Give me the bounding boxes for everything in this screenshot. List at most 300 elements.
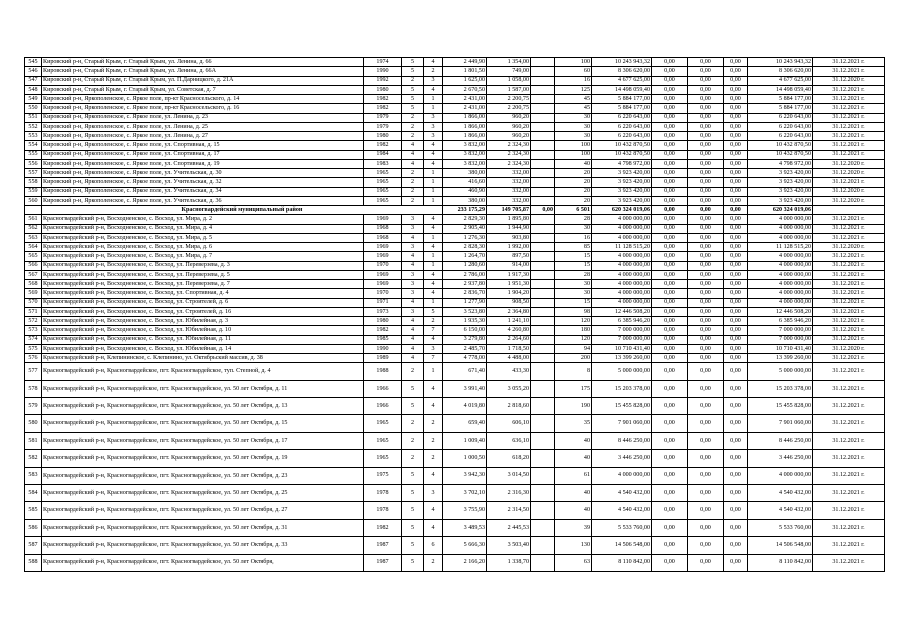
cell-fund-2: 0,00: [688, 450, 724, 467]
cell-row-number: 569: [25, 289, 42, 298]
cell-year-built: 1987: [364, 537, 402, 554]
cell-living-area: 332,00: [487, 196, 531, 205]
cell-row-number: 570: [25, 298, 42, 307]
cell-deadline: 31.12.2021 г.: [813, 326, 885, 335]
cell-deadline: 31.12.2021 г.: [813, 233, 885, 242]
cell-deadline: 31.12.2021 г.: [813, 224, 885, 233]
cell-residents: 16: [555, 76, 592, 85]
cell-cost: 11 128 515,20: [592, 243, 652, 252]
cell-floors: 3: [402, 270, 424, 279]
cell-total-area: 2 670,50: [443, 85, 487, 94]
cell-owners-funds: 14 498 059,40: [748, 85, 813, 94]
cell-entrances: 1: [424, 298, 443, 307]
cell-entrances: 1: [424, 95, 443, 104]
cell-fund-3: 0,00: [724, 554, 748, 571]
cell-total-area: 4 019,80: [443, 398, 487, 415]
cell-fund-2: 0,00: [688, 467, 724, 484]
cell-living-area: 1 241,10: [487, 317, 531, 326]
cell-total-area: 3 991,40: [443, 380, 487, 397]
cell-entrances: 3: [424, 132, 443, 141]
cell-residents: 63: [555, 554, 592, 571]
table-row: [25, 122, 885, 131]
cell-owners-funds: 4 000 000,00: [748, 270, 813, 279]
cell-cost: 5 884 177,00: [592, 104, 652, 113]
cell-year-built: 1974: [364, 58, 402, 67]
cell-fund-1: 0,00: [652, 122, 688, 131]
cell-cost: 3 923 420,00: [592, 196, 652, 205]
cell-fund-1: 0,00: [652, 280, 688, 289]
cell-address: Кировский р-н, Яркополенское, с. Яркое поле, ул. Ленина, д. 27: [42, 132, 364, 141]
cell-cost: 4 000 000,00: [592, 233, 652, 242]
cell-year-built: 1985: [364, 335, 402, 344]
cell-year-built: 1990: [364, 67, 402, 76]
cell-fund-3: 0,00: [724, 363, 748, 380]
cell-entrances: 3: [424, 122, 443, 131]
cell-nonliving-area: [531, 270, 555, 279]
cell-fund-3: 0,00: [724, 519, 748, 536]
cell-total-area: 3 832,00: [443, 159, 487, 168]
cell-fund-3: 0,00: [724, 159, 748, 168]
cell-total-area: 6 150,00: [443, 326, 487, 335]
cell-fund-3: 0,00: [724, 76, 748, 85]
cell-residents: 85: [555, 243, 592, 252]
cell-fund-3: 0,00: [724, 317, 748, 326]
cell-fund-2: 0,00: [688, 113, 724, 122]
cell-address: Красногвардейский р-н, Красногвардейское, пгт. Красногвардейское, ул. 50 лет Октября, д. 17: [42, 432, 364, 449]
cell-entrances: 4: [424, 215, 443, 224]
cell-deadline: 31.12.2021 г.: [813, 502, 885, 519]
cell-deadline: 31.12.2021 г.: [813, 85, 885, 94]
table-row: [25, 169, 885, 178]
cell-total-area: 2 431,00: [443, 95, 487, 104]
cell-total-area: 2 786,00: [443, 270, 487, 279]
cell-living-area: 1 895,80: [487, 215, 531, 224]
cell-total-area: 671,40: [443, 363, 487, 380]
cell-fund-3: 0,00: [724, 58, 748, 67]
cell-residents: 15: [555, 298, 592, 307]
subtotal-fund-1: 0,00: [652, 206, 688, 215]
cell-living-area: 1 944,90: [487, 224, 531, 233]
cell-cost: 4 540 432,00: [592, 484, 652, 501]
table-row: [25, 280, 885, 289]
cell-residents: 30: [555, 224, 592, 233]
cell-nonliving-area: [531, 537, 555, 554]
cell-year-built: 1969: [364, 215, 402, 224]
cell-deadline: 31.12.2021 г.: [813, 450, 885, 467]
cell-row-number: 563: [25, 233, 42, 242]
cell-nonliving-area: [531, 150, 555, 159]
cell-address: Красногвардейский р-н, Красногвардейское, пгт. Красногвардейское, ул. 50 лет Октября, д. 27: [42, 502, 364, 519]
cell-fund-1: 0,00: [652, 484, 688, 501]
cell-cost: 13 399 260,00: [592, 354, 652, 363]
cell-row-number: 564: [25, 243, 42, 252]
cell-address: Кировский р-н, Яркополенское, с. Яркое поле, пр-кт Красносельского, д. 14: [42, 95, 364, 104]
cell-living-area: 2 314,50: [487, 502, 531, 519]
subtotal-section: [25, 206, 885, 215]
cell-entrances: 4: [424, 270, 443, 279]
cell-entrances: 2: [424, 415, 443, 432]
cell-address: Кировский р-н, Яркополенское, с. Яркое поле, ул. Спортивная, д. 19: [42, 159, 364, 168]
cell-year-built: 1973: [364, 307, 402, 316]
cell-year-built: 1965: [364, 169, 402, 178]
cell-floors: 2: [402, 169, 424, 178]
cell-deadline: 31.12.2021 г.: [813, 317, 885, 326]
cell-row-number: 554: [25, 141, 42, 150]
table-row: [25, 432, 885, 449]
cell-fund-1: 0,00: [652, 252, 688, 261]
cell-living-area: 908,50: [487, 298, 531, 307]
cell-floors: 5: [402, 85, 424, 94]
cell-fund-2: 0,00: [688, 224, 724, 233]
cell-owners-funds: 7 000 000,00: [748, 326, 813, 335]
cell-row-number: 546: [25, 67, 42, 76]
cell-floors: 2: [402, 178, 424, 187]
cell-cost: 12 446 508,20: [592, 307, 652, 316]
cell-residents: 30: [555, 280, 592, 289]
cell-total-area: 1 866,00: [443, 113, 487, 122]
cell-owners-funds: 6 220 643,00: [748, 132, 813, 141]
cell-total-area: 1 625,00: [443, 76, 487, 85]
table-row: [25, 187, 885, 196]
cell-entrances: 2: [424, 450, 443, 467]
cell-cost: 8 306 620,00: [592, 67, 652, 76]
cell-row-number: 577: [25, 363, 42, 380]
table-row: [25, 415, 885, 432]
cell-address: Красногвардейский р-н, Восходненское, с. Восход, ул. Юбилейная, д. 3: [42, 317, 364, 326]
cell-entrances: 4: [424, 224, 443, 233]
cell-entrances: 1: [424, 261, 443, 270]
table-row: [25, 354, 885, 363]
cell-floors: 2: [402, 187, 424, 196]
cell-fund-1: 0,00: [652, 307, 688, 316]
cell-nonliving-area: [531, 317, 555, 326]
cell-fund-3: 0,00: [724, 178, 748, 187]
cell-fund-3: 0,00: [724, 122, 748, 131]
cell-living-area: 3 503,40: [487, 537, 531, 554]
cell-fund-1: 0,00: [652, 178, 688, 187]
cell-row-number: 567: [25, 270, 42, 279]
table-row: [25, 450, 885, 467]
cell-year-built: 1969: [364, 270, 402, 279]
cell-total-area: 1 280,60: [443, 261, 487, 270]
cell-entrances: 2: [424, 432, 443, 449]
cell-floors: 5: [402, 104, 424, 113]
cell-row-number: 575: [25, 344, 42, 353]
cell-fund-3: 0,00: [724, 85, 748, 94]
cell-address: Красногвардейский р-н, Восходненское, с. Восход, ул. Мира, д. 2: [42, 215, 364, 224]
cell-deadline: 31.12.2020 г.: [813, 243, 885, 252]
cell-address: Красногвардейский р-н, Восходненское, с. Восход, ул. Переверзева, д. 7: [42, 280, 364, 289]
cell-living-area: 2 324,30: [487, 141, 531, 150]
cell-floors: 2: [402, 76, 424, 85]
cell-living-area: 2 445,53: [487, 519, 531, 536]
cell-fund-2: 0,00: [688, 398, 724, 415]
table-row: [25, 298, 885, 307]
cell-fund-2: 0,00: [688, 196, 724, 205]
cell-year-built: 1968: [364, 224, 402, 233]
cell-fund-2: 0,00: [688, 380, 724, 397]
cell-year-built: 1983: [364, 159, 402, 168]
cell-floors: 2: [402, 432, 424, 449]
cell-address: Кировский р-н, Старый Крым, г. Старый Крым, ул. Ленина, д. 66: [42, 58, 364, 67]
cell-row-number: 572: [25, 317, 42, 326]
cell-fund-3: 0,00: [724, 398, 748, 415]
table-row: [25, 519, 885, 536]
cell-year-built: 1980: [364, 132, 402, 141]
cell-total-area: 3 755,90: [443, 502, 487, 519]
cell-floors: 5: [402, 67, 424, 76]
cell-deadline: 31.12.2021 г.: [813, 398, 885, 415]
cell-year-built: 1982: [364, 104, 402, 113]
cell-residents: 180: [555, 326, 592, 335]
cell-owners-funds: 3 923 420,00: [748, 169, 813, 178]
cell-fund-2: 0,00: [688, 519, 724, 536]
table-row: [25, 113, 885, 122]
cell-cost: 7 901 060,00: [592, 415, 652, 432]
cell-living-area: 2 364,80: [487, 307, 531, 316]
table-row: [25, 270, 885, 279]
cell-deadline: 31.12.2021 г.: [813, 95, 885, 104]
table-body-section-1: [25, 58, 885, 206]
table-row: [25, 141, 885, 150]
cell-nonliving-area: [531, 169, 555, 178]
cell-nonliving-area: [531, 363, 555, 380]
cell-fund-3: 0,00: [724, 415, 748, 432]
cell-deadline: 31.12.2021 г.: [813, 467, 885, 484]
cell-cost: 8 110 842,00: [592, 554, 652, 571]
cell-fund-2: 0,00: [688, 335, 724, 344]
cell-row-number: 583: [25, 467, 42, 484]
cell-nonliving-area: [531, 280, 555, 289]
cell-address: Красногвардейский р-н, Красногвардейское, пгт. Красногвардейское, ул. 50 лет Октября, д. 15: [42, 415, 364, 432]
cell-nonliving-area: [531, 554, 555, 571]
cell-cost: 4 798 972,00: [592, 159, 652, 168]
cell-year-built: 1988: [364, 363, 402, 380]
cell-owners-funds: 4 000 000,00: [748, 261, 813, 270]
cell-entrances: 4: [424, 280, 443, 289]
cell-floors: 3: [402, 289, 424, 298]
cell-nonliving-area: [531, 380, 555, 397]
cell-address: Красногвардейский р-н, Клепининское, с. Клепинино, ул. Октябрьский массив, д. 38: [42, 354, 364, 363]
subtotal-living-area: 149 705,87: [487, 206, 531, 215]
cell-address: Красногвардейский р-н, Восходненское, с. Восход, ул. Мира, д. 4: [42, 224, 364, 233]
cell-nonliving-area: [531, 187, 555, 196]
cell-nonliving-area: [531, 141, 555, 150]
table-row: [25, 58, 885, 67]
cell-entrances: 2: [424, 317, 443, 326]
cell-fund-3: 0,00: [724, 169, 748, 178]
cell-entrances: 1: [424, 169, 443, 178]
cell-fund-2: 0,00: [688, 354, 724, 363]
cell-fund-3: 0,00: [724, 326, 748, 335]
cell-total-area: 416,60: [443, 178, 487, 187]
cell-deadline: 31.12.2021 г.: [813, 363, 885, 380]
cell-living-area: 618,20: [487, 450, 531, 467]
cell-total-area: 1 000,50: [443, 450, 487, 467]
cell-owners-funds: 3 923 420,00: [748, 178, 813, 187]
table-row: [25, 178, 885, 187]
cell-row-number: 566: [25, 261, 42, 270]
cell-entrances: 7: [424, 354, 443, 363]
cell-cost: 4 540 432,00: [592, 502, 652, 519]
cell-nonliving-area: [531, 289, 555, 298]
cell-floors: 2: [402, 132, 424, 141]
cell-floors: 3: [402, 215, 424, 224]
cell-fund-2: 0,00: [688, 432, 724, 449]
cell-floors: 4: [402, 354, 424, 363]
cell-owners-funds: 3 923 420,00: [748, 196, 813, 205]
cell-owners-funds: 6 220 643,00: [748, 113, 813, 122]
cell-year-built: 1978: [364, 502, 402, 519]
cell-fund-2: 0,00: [688, 415, 724, 432]
table-row: [25, 104, 885, 113]
cell-fund-1: 0,00: [652, 317, 688, 326]
cell-residents: 60: [555, 67, 592, 76]
cell-entrances: 3: [424, 344, 443, 353]
cell-deadline: 31.12.2021 г.: [813, 537, 885, 554]
cell-entrances: 1: [424, 363, 443, 380]
cell-fund-2: 0,00: [688, 187, 724, 196]
cell-owners-funds: 4 000 000,00: [748, 215, 813, 224]
cell-fund-3: 0,00: [724, 344, 748, 353]
cell-fund-3: 0,00: [724, 261, 748, 270]
cell-residents: 28: [555, 270, 592, 279]
table-row: [25, 484, 885, 501]
cell-living-area: 606,10: [487, 415, 531, 432]
cell-fund-1: 0,00: [652, 519, 688, 536]
cell-address: Красногвардейский р-н, Восходненское, с. Восход, ул. Мира, д. 6: [42, 243, 364, 252]
cell-entrances: 1: [424, 252, 443, 261]
cell-owners-funds: 15 455 828,00: [748, 398, 813, 415]
cell-fund-3: 0,00: [724, 354, 748, 363]
cell-residents: 190: [555, 398, 592, 415]
cell-deadline: 31.12.2021 г.: [813, 270, 885, 279]
cell-fund-1: 0,00: [652, 104, 688, 113]
cell-total-area: 5 666,30: [443, 537, 487, 554]
cell-entrances: 4: [424, 159, 443, 168]
cell-owners-funds: 8 306 620,00: [748, 67, 813, 76]
cell-owners-funds: 6 220 643,00: [748, 122, 813, 131]
cell-living-area: 2 316,30: [487, 484, 531, 501]
register-table: [24, 57, 885, 572]
cell-year-built: 1975: [364, 467, 402, 484]
subtotal-row: [25, 206, 885, 215]
cell-cost: 10 710 431,40: [592, 344, 652, 353]
cell-residents: 16: [555, 233, 592, 242]
cell-fund-1: 0,00: [652, 187, 688, 196]
cell-nonliving-area: [531, 104, 555, 113]
cell-fund-3: 0,00: [724, 95, 748, 104]
cell-floors: 4: [402, 335, 424, 344]
cell-total-area: 3 832,00: [443, 141, 487, 150]
cell-nonliving-area: [531, 335, 555, 344]
cell-nonliving-area: [531, 122, 555, 131]
cell-row-number: 588: [25, 554, 42, 571]
cell-row-number: 559: [25, 187, 42, 196]
cell-nonliving-area: [531, 484, 555, 501]
cell-row-number: 582: [25, 450, 42, 467]
cell-entrances: 4: [424, 335, 443, 344]
cell-nonliving-area: [531, 95, 555, 104]
cell-fund-1: 0,00: [652, 243, 688, 252]
cell-cost: 4 000 000,00: [592, 280, 652, 289]
cell-deadline: 31.12.2021 г.: [813, 261, 885, 270]
cell-nonliving-area: [531, 243, 555, 252]
cell-year-built: 1969: [364, 243, 402, 252]
cell-fund-2: 0,00: [688, 243, 724, 252]
cell-deadline: 31.12.2021 г.: [813, 215, 885, 224]
cell-owners-funds: 5 000 000,00: [748, 363, 813, 380]
cell-fund-1: 0,00: [652, 467, 688, 484]
cell-entrances: 4: [424, 150, 443, 159]
cell-total-area: 2 431,00: [443, 104, 487, 113]
table-row: [25, 243, 885, 252]
cell-living-area: 332,00: [487, 169, 531, 178]
cell-nonliving-area: [531, 307, 555, 316]
cell-fund-1: 0,00: [652, 85, 688, 94]
cell-year-built: 1982: [364, 95, 402, 104]
cell-living-area: 960,20: [487, 132, 531, 141]
cell-fund-3: 0,00: [724, 187, 748, 196]
cell-nonliving-area: [531, 354, 555, 363]
cell-fund-3: 0,00: [724, 150, 748, 159]
cell-cost: 10 243 943,32: [592, 58, 652, 67]
cell-owners-funds: 6 385 946,20: [748, 317, 813, 326]
cell-living-area: 636,10: [487, 432, 531, 449]
table-row: [25, 224, 885, 233]
cell-deadline: 31.12.2021 г.: [813, 307, 885, 316]
cell-fund-3: 0,00: [724, 233, 748, 242]
cell-floors: 5: [402, 519, 424, 536]
cell-address: Красногвардейский р-н, Восходненское, с. Восход, ул. Переверзева, д. 3: [42, 261, 364, 270]
subtotal-title: Красногвардейский муниципальный район: [42, 206, 443, 215]
cell-row-number: 584: [25, 484, 42, 501]
cell-fund-2: 0,00: [688, 537, 724, 554]
cell-row-number: 580: [25, 415, 42, 432]
cell-row-number: 551: [25, 113, 42, 122]
subtotal-fund-3: 0,00: [724, 206, 748, 215]
cell-owners-funds: 4 000 000,00: [748, 289, 813, 298]
table-row: [25, 398, 885, 415]
cell-cost: 4 000 000,00: [592, 289, 652, 298]
cell-year-built: 1966: [364, 398, 402, 415]
cell-fund-1: 0,00: [652, 450, 688, 467]
table-row: [25, 85, 885, 94]
cell-owners-funds: 10 710 431,40: [748, 344, 813, 353]
cell-fund-1: 0,00: [652, 270, 688, 279]
table-body-section-2: [25, 215, 885, 572]
cell-residents: 40: [555, 432, 592, 449]
cell-owners-funds: 10 243 943,32: [748, 58, 813, 67]
cell-nonliving-area: [531, 224, 555, 233]
cell-residents: 30: [555, 113, 592, 122]
cell-total-area: 1 866,00: [443, 122, 487, 131]
cell-living-area: 749,00: [487, 67, 531, 76]
cell-deadline: 31.12.2021 г.: [813, 380, 885, 397]
cell-floors: 5: [402, 484, 424, 501]
cell-year-built: 1987: [364, 554, 402, 571]
cell-owners-funds: 10 432 870,50: [748, 150, 813, 159]
cell-total-area: 1 866,00: [443, 132, 487, 141]
cell-deadline: 31.12.2021 г.: [813, 289, 885, 298]
cell-floors: 4: [402, 326, 424, 335]
cell-address: Красногвардейский р-н, Красногвардейское, пгт. Красногвардейское, ул. 50 лет Октября, д. 23: [42, 467, 364, 484]
cell-cost: 7 000 000,00: [592, 335, 652, 344]
cell-row-number: 558: [25, 178, 42, 187]
cell-fund-3: 0,00: [724, 215, 748, 224]
cell-year-built: 1980: [364, 317, 402, 326]
cell-living-area: 1 587,00: [487, 85, 531, 94]
